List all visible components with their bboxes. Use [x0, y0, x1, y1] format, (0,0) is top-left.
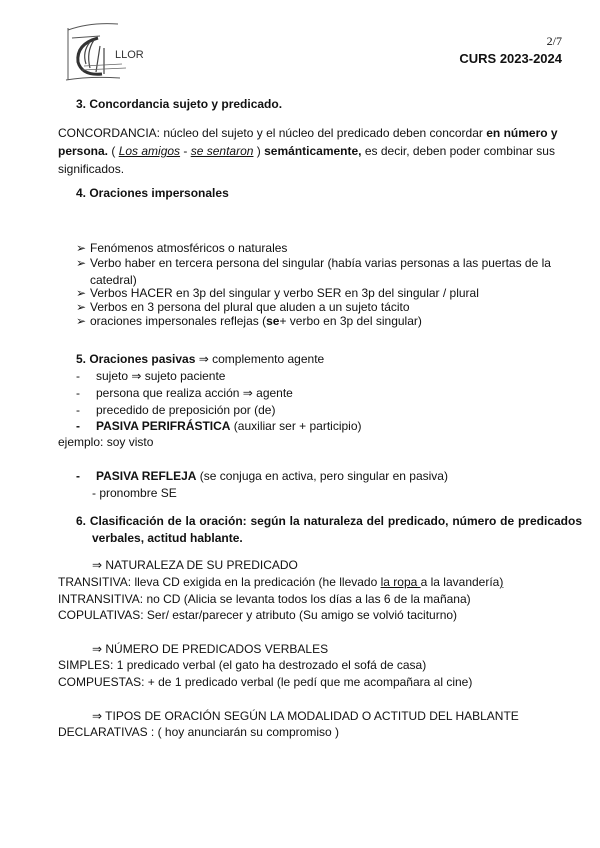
- list-item: ➢ oraciones impersonales reflejas (se+ verbo en 3p del singular): [76, 314, 422, 328]
- concordancia-bold: en número y persona.: [58, 126, 558, 158]
- compuestas-text: COMPUESTAS: + de 1 predicado verbal (le pedí que me acompañara al cine): [58, 675, 473, 689]
- arrow-bullet-icon: ➢: [76, 241, 87, 255]
- copulativas-text: COPULATIVAS: Ser/ estar/parecer y atributo (Su amigo se volvió taciturno): [58, 608, 458, 622]
- list-item: ➢ Fenómenos atmosféricos o naturales: [76, 241, 288, 255]
- section-3-title: 3. Concordancia sujeto y predicado.: [76, 97, 283, 111]
- simples-text: SIMPLES: 1 predicado verbal (el gato ha destrozado el sofá de casa): [58, 658, 427, 672]
- logo-text: LLOR: [115, 49, 144, 61]
- pronombre-se: - pronombre SE: [92, 486, 177, 500]
- concordancia-text: CONCORDANCIA: núcleo del sujeto y el núcleo del predicado deben concordar: [58, 126, 487, 140]
- example-predicate: se sentaron: [190, 144, 254, 158]
- heading-naturaleza: ⇒ NATURALEZA DE SU PREDICADO: [92, 558, 298, 572]
- example-subject: Los amigos: [118, 144, 181, 158]
- school-logo: [60, 18, 160, 88]
- arrow-bullet-icon: ➢: [76, 300, 87, 314]
- semanticamente-bold: semánticamente,: [264, 144, 362, 158]
- section-3-paragraph: CONCORDANCIA: núcleo del sujeto y el núcleo del predicado deben concordar en número y persona. ( Los amigos - se sentaron ) semánticamente, es decir, deben poder combinar sus significados.: [58, 126, 558, 176]
- section-5-title: 5. Oraciones pasivas ⇒ complemento agente: [76, 352, 325, 366]
- list-item: ➢ Verbos HACER en 3p del singular y verbo SER en 3p del singular / plural: [76, 286, 479, 300]
- arrow-bullet-icon: ➢: [76, 314, 87, 328]
- declarativas-text: DECLARATIVAS : ( hoy anunciarán su compromiso ): [58, 725, 339, 739]
- heading-modalidad: ⇒ TIPOS DE ORACIÓN SEGÚN LA MODALIDAD O ACTITUD DEL HABLANTE: [92, 709, 519, 723]
- list-item: ➢ Verbos en 3 persona del plural que aluden a un sujeto tácito: [76, 300, 410, 314]
- transitiva-text: TRANSITIVA: lleva CD exigida en la predicación (he llevado la ropa a la lavandería): [58, 575, 504, 589]
- pasiva-perifrastica: - PASIVA PERIFRÁSTICA (auxiliar ser + participio): [76, 419, 362, 433]
- list-item: - persona que realiza acción ⇒ agente: [76, 386, 293, 400]
- list-item: - sujeto ⇒ sujeto paciente: [76, 369, 226, 383]
- pasiva-refleja: - PASIVA REFLEJA (se conjuga en activa, pero singular en pasiva): [76, 469, 448, 483]
- arrow-bullet-icon: ➢: [76, 256, 87, 270]
- heading-numero: ⇒ NÚMERO DE PREDICADOS VERBALES: [92, 642, 329, 656]
- section-4-title: 4. Oraciones impersonales: [76, 186, 229, 200]
- list-item: - precedido de preposición por (de): [76, 403, 276, 417]
- course-year: CURS 2023-2024: [459, 51, 562, 66]
- example-text: ejemplo: soy visto: [58, 435, 154, 449]
- section-6-title: 6. Clasificación de la oración: según la naturaleza del predicado, número de predicados verbales, actitud hablante.: [76, 514, 582, 545]
- arrow-bullet-icon: ➢: [76, 286, 87, 300]
- intransitiva-text: INTRANSITIVA: no CD (Alicia se levanta todos los días a las 6 de la mañana): [58, 592, 471, 606]
- list-item: ➢ Verbo haber en tercera persona del singular (había varias personas a las puertas de la catedral): [76, 256, 551, 287]
- page-number: 2/7: [546, 34, 562, 48]
